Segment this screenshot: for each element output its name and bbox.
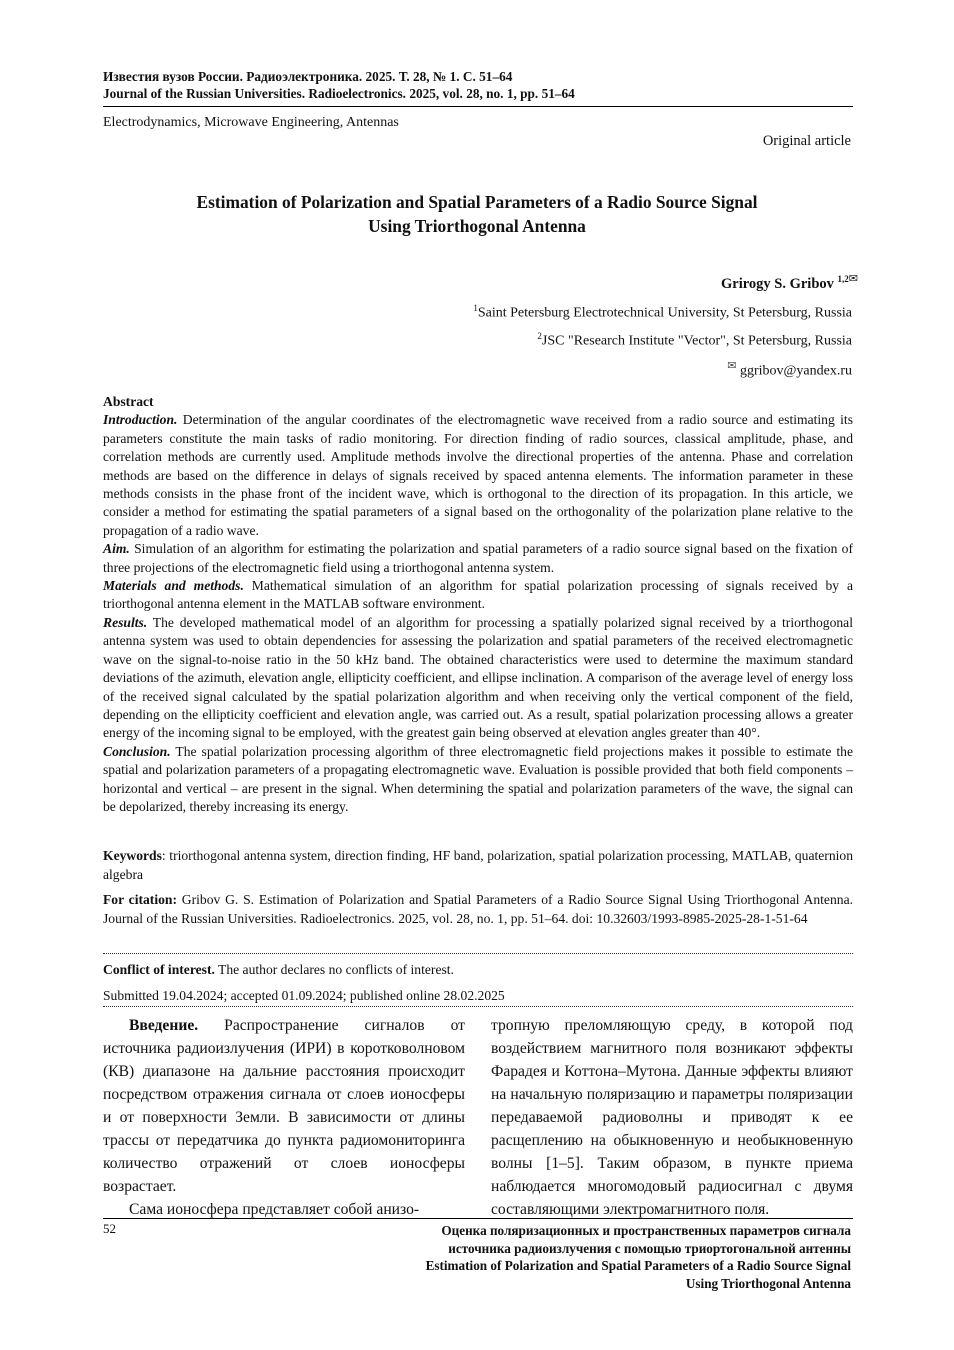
conflict-of-interest: Conflict of interest. The author declares no conflicts of interest. [103, 962, 454, 977]
body-column-right [491, 1014, 853, 1221]
article-type: Original article [762, 133, 851, 149]
affiliation-1: $^1$Saint Petersburg Electrotechnical University, St Petersburg, Russia [473, 303, 852, 321]
dotted-divider [103, 953, 853, 954]
abstract-conclusion: Conclusion. The spatial polarization processing algorithm of three electromagnetic field projections makes it possible to estimate the spatial and polarization parameters of a propagating electromagnetic wave. Evaluation is possible provided that both field components – horizontal and vertical – are present in the signal. When determining the spatial and polarization parameters of the wave, the signal can be depolarized, thereby increasing its energy. [103, 743, 853, 814]
body-column-left [103, 1014, 465, 1221]
abstract-introduction: Introduction. Determination of the angular coordinates of the electromagnetic wave received from a radio source and estimating its parameters constitute the main tasks of radio monitoring. For direction finding of radio sources, classical amplitude, phase, and correlation methods are currently used. Amplitude methods involve the directional properties of the antenna. Phase and correlation methods are based on the difference in delays of signals received by spaced antenna elements. The information parameter in these methods consists in the phase front of the incident wave, which is orthogonal to the direction of its propagation. In this article, we consider a method for estimating the spatial parameters of a signal based on the orthogonality of the polarization plane relative to the propagation of a radio wave. [103, 412, 853, 538]
abstract-methods: Materials and methods. Mathematical simulation of an algorithm for spatial polarization processing of signals received by a triorthogonal antenna element in the MATLAB software environment. [103, 578, 853, 612]
footer-rule [103, 1218, 853, 1219]
running-title: Оценка поляризационных и пространственных параметров сигнала источника радиоизлучения с помощью триортогональной антенны Estimation of Polarization and Spatial Parameters of a Radio Source Signal Using Triorthogonal Antenna [425, 1223, 851, 1291]
keywords: Keywords: triorthogonal antenna system, direction finding, HF band, polarization, spatial polarization processing, MATLAB, quaternion algebra [103, 848, 853, 882]
journal-line-en: Journal of the Russian Universities. Radioelectronics. 2025, vol. 28, no. 1, pp. 51–64 [103, 86, 575, 101]
section-name: Electrodynamics, Microwave Engineering, Antennas [103, 115, 399, 130]
header-rule [103, 106, 853, 107]
article-title [103, 190, 851, 238]
author-affiliation-marks: 1,2✉ [837, 273, 858, 285]
page-number: 52 [103, 1221, 116, 1236]
body-paragraph: тропную преломляющую среду, в которой под воздействием магнитного поля возникают эффекты Фарадея и Коттона–Мутона. Данные эффекты влияют на начальную поляризацию и параметры поляризации передаваемой радиоволны и приводят к ее расщеплению на обыкновенную и необыкновенную волны [1–5]. Таким образом, в пункте приема наблюдается многомодовый радиосигнал с двумя составляющими электромагнитного поля. [491, 1017, 853, 1218]
body-paragraph: Сама ионосфера представляет собой анизо- [129, 1201, 420, 1218]
body-paragraph: Введение. Распространение сигналов от источника радиоизлучения (ИРИ) в коротковолновом (КВ) диапазоне на дальние расстояния происходит посредством отражения сигнала от слоев ионосферы и от поверхности Земли. В зависимости от длины трассы от передатчика до пункта радиомониторинга количество отражений от слоев ионосферы возрастает. [103, 1017, 465, 1195]
journal-line-ru: Известия вузов России. Радиоэлектроника. 2025. Т. 28, № 1. С. 51–64 [103, 69, 513, 84]
abstract-heading: Abstract [103, 394, 154, 409]
author [721, 272, 858, 293]
envelope-icon: ✉ [727, 360, 737, 372]
citation: For citation: Gribov G. S. Estimation of Polarization and Spatial Parameters of a Radio Source Signal Using Triorthogonal Antenna. Journal of the Russian Universities. Radioelectronics. 2025, vol. 28, no. 1, pp. 51–64. doi: 10.32603/1993-8985-2025-28-1-51-64 [103, 892, 853, 926]
author-name: Grirogy S. Gribov [720, 275, 834, 292]
email-link[interactable]: ggribov@yandex.ru [739, 363, 852, 379]
title-line-2: Using Triorthogonal Antenna [368, 216, 586, 236]
dotted-divider [103, 1006, 853, 1007]
publication-dates: Submitted 19.04.2024; accepted 01.09.2024; published online 28.02.2025 [103, 988, 505, 1003]
affiliation-2: $^2$JSC "Research Institute "Vector", St Petersburg, Russia [537, 331, 852, 349]
author-email [727, 359, 852, 380]
envelope-icon: ✉ [848, 273, 858, 285]
journal-header [103, 68, 853, 102]
abstract [103, 393, 853, 816]
abstract-results: Results. The developed mathematical model of an algorithm for processing a spatially polarized signal received by a triorthogonal antenna system was used to obtain dependencies for assessing the polarization and spatial parameters of the received electromagnetic wave on the signal-to-noise ratio in the 50 kHz band. The obtained characteristics were used to determine the maximum standard deviations of the azimuth, elevation angle, ellipticity coefficient, and ellipse inclination. A comparison of the average level of energy loss of the received signal calculated by the spatial polarization algorithm and when receiving only the vertical component of the field, depending on the ellipticity coefficient and elevation angle, was carried out. As a result, spatial polarization processing allows a greater energy of the incoming signal to be employed, with the greatest gain being observed at elevation angles greater than 40°. [103, 614, 853, 741]
title-line-1: Estimation of Polarization and Spatial Parameters of a Radio Source Signal [196, 192, 758, 212]
abstract-aim: Aim. Simulation of an algorithm for estimating the polarization and spatial parameters of a radio source signal based on the fixation of three projections of the electromagnetic field using a triorthogonal antenna system. [103, 541, 853, 575]
